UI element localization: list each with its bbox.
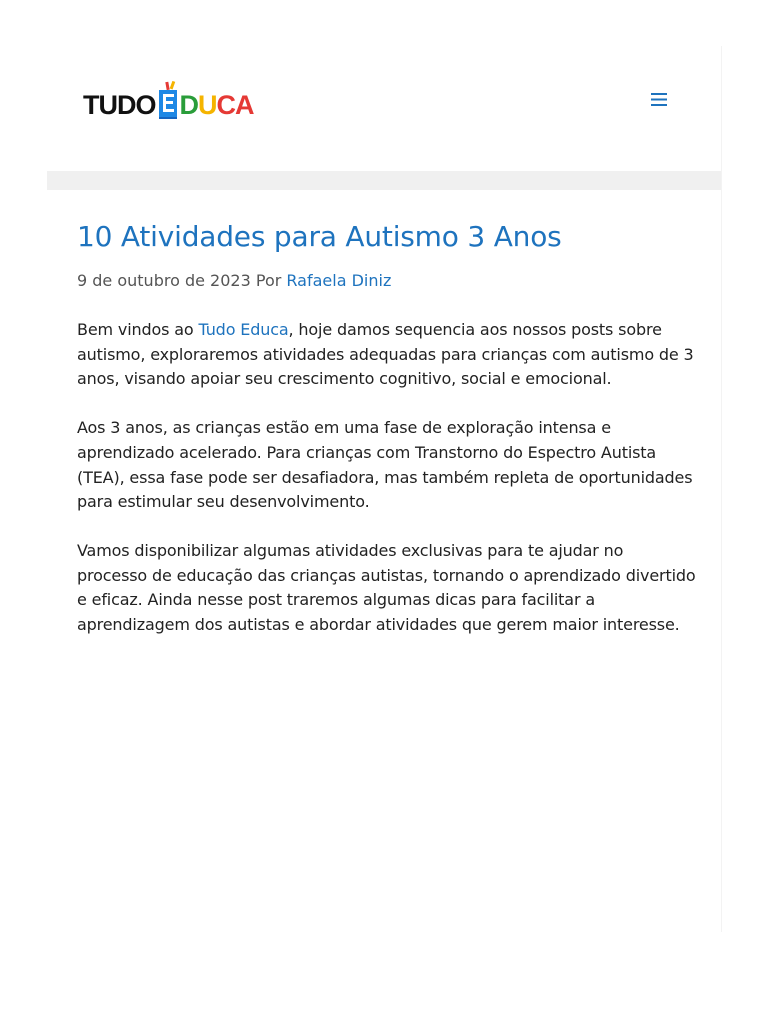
author-link[interactable]: Rafaela Diniz xyxy=(286,270,392,290)
logo-letter-u: U xyxy=(198,90,217,120)
book-e-icon xyxy=(157,81,179,119)
post-title: 10 Atividades para Autismo 3 Anos xyxy=(77,220,562,253)
paragraph-2: Aos 3 anos, as crianças estão em uma fase de exploração intensa e aprendizado acelerado. Para crianças com Transtorno do Espectro Autista (TEA), essa fase pode ser desafiadora, mas também repleta de oportunidades para estimular seu desenvolvimento. xyxy=(77,418,693,512)
paragraph-1 xyxy=(77,318,697,392)
post-content xyxy=(77,318,697,638)
site-container xyxy=(47,46,721,932)
site-logo[interactable] xyxy=(83,79,254,119)
logo-letter-a: A xyxy=(235,90,254,120)
hamburger-menu-icon xyxy=(651,93,667,106)
header-separator xyxy=(47,171,721,190)
post-date: 9 de outubro de 2023 xyxy=(77,270,251,290)
post-by-label: Por xyxy=(255,270,282,290)
paragraph-1-intro: Bem vindos ao xyxy=(77,319,199,339)
logo-text-tudo: TUDO xyxy=(83,90,156,120)
menu-toggle-button[interactable] xyxy=(649,89,669,109)
paragraph-1-rest: , hoje damos sequencia aos nossos posts sobre autismo, exploraremos atividades adequadas para crianças com autismo de 3 anos, visando apoiar seu crescimento cognitivo, social e emocional. xyxy=(77,319,694,389)
logo-letter-c: C xyxy=(216,90,235,120)
tudo-educa-link[interactable]: Tudo Educa xyxy=(198,319,289,339)
paragraph-3: Vamos disponibilizar algumas atividades exclusivas para te ajudar no processo de educação das crianças autistas, tornando o aprendizado divertido e eficaz. Ainda nesse post traremos algumas dicas para facilitar a aprendizagem dos autistas e abordar atividades que gerem maior interesse. xyxy=(77,540,696,635)
logo-letter-d: D xyxy=(179,90,198,120)
article xyxy=(77,220,697,662)
post-meta xyxy=(77,270,697,292)
site-header xyxy=(47,46,721,171)
